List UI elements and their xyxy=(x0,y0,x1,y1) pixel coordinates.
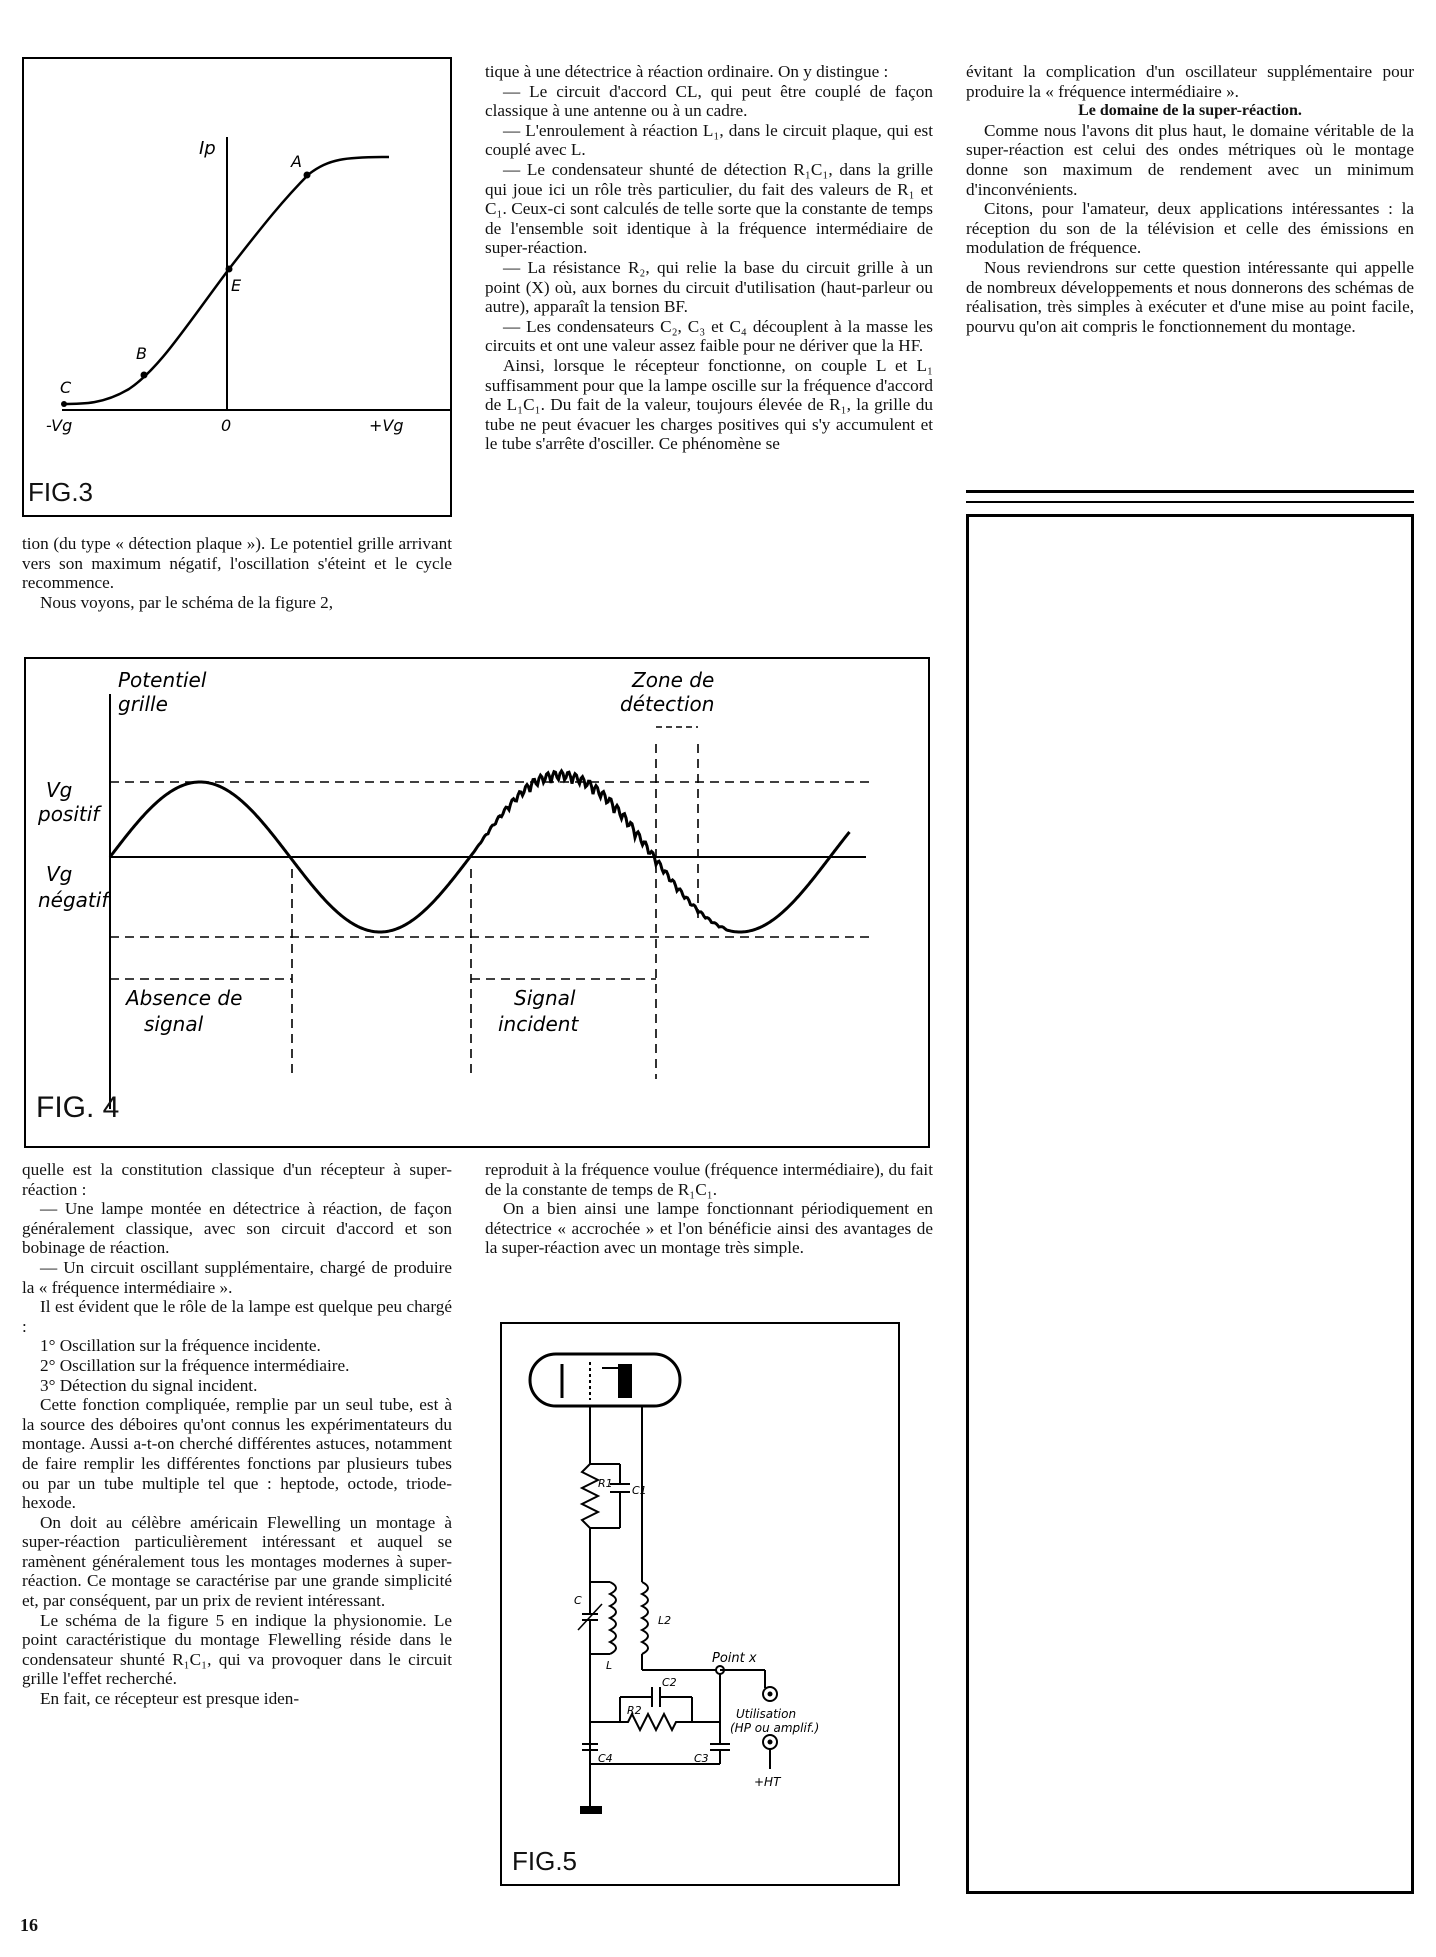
fig4-vgpos-1: Vg xyxy=(46,778,73,802)
fig3-label: FIG.3 xyxy=(28,477,94,507)
fig5-util-2: (HP ou amplif.) xyxy=(730,1721,820,1735)
col2-bottom-text xyxy=(485,1160,933,1258)
fig3-x-zero: 0 xyxy=(221,416,232,435)
figure-4 xyxy=(24,657,930,1148)
paragraph: — Une lampe montée en détectrice à réaction, de façon généralement classique, avec son circuit d'accord et son bobinage de réaction. xyxy=(22,1199,452,1258)
fig4-signal-1: Signal xyxy=(514,986,576,1010)
paragraph: On a bien ainsi une lampe fonctionnant périodiquement en détectrice « accrochée » et l'on bénéficie ainsi des avantages de la super-réaction avec un montage très simple. xyxy=(485,1199,933,1258)
fig4-zone-2: détection xyxy=(620,692,715,716)
fig5-c3: C3 xyxy=(694,1752,709,1765)
paragraph: — Le condensateur shunté de détection R₁C₁, dans la grille qui joue ici un rôle très particulier, du fait des valeurs de R₁ et C₁. Ceux-ci sont calculés de telle sorte que la constante de temps de l'ensemble soit identique à la fréquence intermédiaire de super-réaction. xyxy=(485,159,933,258)
fig5-c2: C2 xyxy=(662,1676,677,1689)
paragraph: tique à une détectrice à réaction ordinaire. On y distingue : xyxy=(485,62,889,81)
paragraph: tion (du type « détection plaque »). Le potentiel grille arrivant vers son maximum négatif, l'oscillation s'éteint et le cycle recommence. xyxy=(22,534,452,593)
fig5-r2: R2 xyxy=(627,1704,642,1717)
fig5-c: C xyxy=(574,1594,582,1607)
paragraph: — La résistance R₂, qui relie la base du circuit grille à un point (X) où, aux bornes du circuit d'utilisation (haut-parleur ou autre), apparaît la tension BF. xyxy=(485,257,933,317)
fig5-util-1: Utilisation xyxy=(736,1707,797,1721)
paragraph: quelle est la constitution classique d'un récepteur à super-réaction : xyxy=(22,1160,452,1199)
col3-top-text xyxy=(966,62,1414,336)
fig4-absence-2: signal xyxy=(144,1012,204,1036)
fig5-r1: R1 xyxy=(598,1477,613,1490)
paragraph: Il est évident que le rôle de la lampe est quelque peu chargé : xyxy=(22,1297,452,1336)
col1-top-text xyxy=(22,534,452,612)
paragraph: Nous voyons, par le schéma de la figure 2, xyxy=(40,592,334,612)
fig5-ht: +HT xyxy=(754,1775,781,1789)
fig3-point-e: E xyxy=(231,276,242,295)
fig5-schematic xyxy=(502,1324,898,1884)
fig4-wave-plot xyxy=(26,659,928,1146)
fig4-vgneg-1: Vg xyxy=(46,862,73,886)
paragraph: 1° Oscillation sur la fréquence incidente. xyxy=(40,1336,321,1356)
fig4-title-2: grille xyxy=(118,692,168,716)
fig3-point-a: A xyxy=(291,152,302,171)
paragraph: Citons, pour l'amateur, deux applications intéressantes : la réception du son de la télévision et celle des émissions en modulation de fréquence. xyxy=(966,199,1414,258)
paragraph: Ainsi, lorsque le récepteur fonctionne, on couple L et L₁ suffisamment pour que la lampe oscille sur la fréquence d'accord de L₁C₁. Du fait de la valeur, toujours élevée de R₁, la grille du tube ne peut évacuer les charges positives qui s'y accumulent et le tube s'arrête d'osciller. Ce phénomène se xyxy=(485,355,933,454)
paragraph: — L'enroulement à réaction L₁, dans le circuit plaque, qui est couplé avec L. xyxy=(485,120,933,160)
paragraph: Nous reviendrons sur cette question intéressante qui appelle de nombreux développements et nous donnerons des schémas de réalisation, très simples à exécuter et d'une mise au point facile, pourvu qu'on ait compris le fonctionnement du montage. xyxy=(966,257,1414,336)
fig4-label: FIG. 4 xyxy=(36,1091,120,1124)
paragraph: 3° Détection du signal incident. xyxy=(40,1375,258,1395)
paragraph: On doit au célèbre américain Flewelling un montage à super-réaction particulièrement intéressant et auquel se ramènent généralement tous les montages modernes à super-réaction. Ce montage se caractérise par une grande simplicité et, par conséquent, par un prix de revient intéressant. xyxy=(22,1512,452,1611)
fig3-curve-plot xyxy=(24,59,450,515)
fig3-x-right: +Vg xyxy=(369,416,404,435)
paragraph: — Le circuit d'accord CL, qui peut être couplé de façon classique à une antenne ou à un cadre. xyxy=(485,81,933,121)
fig4-signal-2: incident xyxy=(498,1012,579,1036)
col2-top-text xyxy=(485,62,933,454)
fig5-l: L xyxy=(606,1659,613,1672)
paragraph: Comme nous l'avons dit plus haut, le domaine véritable de la super-réaction est celui des ondes métriques où le montage donne son maximum de rendement avec un minimum d'inconvénients. xyxy=(966,120,1414,199)
fig3-point-b: B xyxy=(136,344,147,363)
fig5-c1: C1 xyxy=(632,1484,647,1497)
paragraph: reproduit à la fréquence voulue (fréquence intermédiaire), du fait de la constante de temps de R₁C₁. xyxy=(485,1160,933,1199)
fig4-title-1: Potentiel xyxy=(118,668,207,692)
page-number: 16 xyxy=(20,1915,38,1935)
paragraph: Cette fonction compliquée, remplie par un seul tube, est à la source des déboires qu'ont connus les expérimentateurs du montage. Aussi a-t-on cherché différentes astuces, notamment de faire remplir les différentes fonctions par plusieurs tubes ou par un tube multiple tel que : heptode, octode, triode-hexode. xyxy=(22,1395,452,1513)
figure-5 xyxy=(500,1322,900,1886)
fig5-l2: L2 xyxy=(658,1614,672,1627)
col1-bottom-text xyxy=(22,1160,452,1709)
paragraph: — Un circuit oscillant supplémentaire, chargé de produire la « fréquence intermédiaire ». xyxy=(22,1257,452,1297)
col3-double-rule xyxy=(966,490,1414,503)
paragraph: — Les condensateurs C₂, C₃ et C₄ découplent à la masse les circuits et ont une valeur assez faible pour ne dériver que la HF. xyxy=(485,316,933,356)
fig3-point-c: C xyxy=(60,378,72,397)
paragraph: évitant la complication d'un oscillateur supplémentaire pour produire la « fréquence intermédiaire ». xyxy=(966,62,1414,101)
paragraph: En fait, ce récepteur est presque iden- xyxy=(40,1689,300,1709)
fig3-ip: Ip xyxy=(199,138,216,159)
section-heading: Le domaine de la super-réaction. xyxy=(1078,102,1302,120)
fig3-x-left: -Vg xyxy=(46,416,73,435)
fig4-vgneg-2: négatif xyxy=(38,888,109,912)
col3-empty-box xyxy=(966,514,1414,1894)
fig5-point-x: Point x xyxy=(712,1651,757,1666)
fig4-absence-1: Absence de xyxy=(126,986,243,1010)
paragraph: Le schéma de la figure 5 en indique la physionomie. Le point caractéristique du montage Flewelling réside dans le condensateur shunté R₁C₁, qui va provoquer dans le circuit grille l'effet recherché. xyxy=(22,1610,452,1689)
fig5-label: FIG.5 xyxy=(512,1846,578,1876)
fig5-c4: C4 xyxy=(598,1752,613,1765)
fig4-zone-1: Zone de xyxy=(632,668,715,692)
figure-3 xyxy=(22,57,452,517)
fig4-vgpos-2: positif xyxy=(38,802,100,826)
paragraph: 2° Oscillation sur la fréquence intermédiaire. xyxy=(40,1355,350,1375)
